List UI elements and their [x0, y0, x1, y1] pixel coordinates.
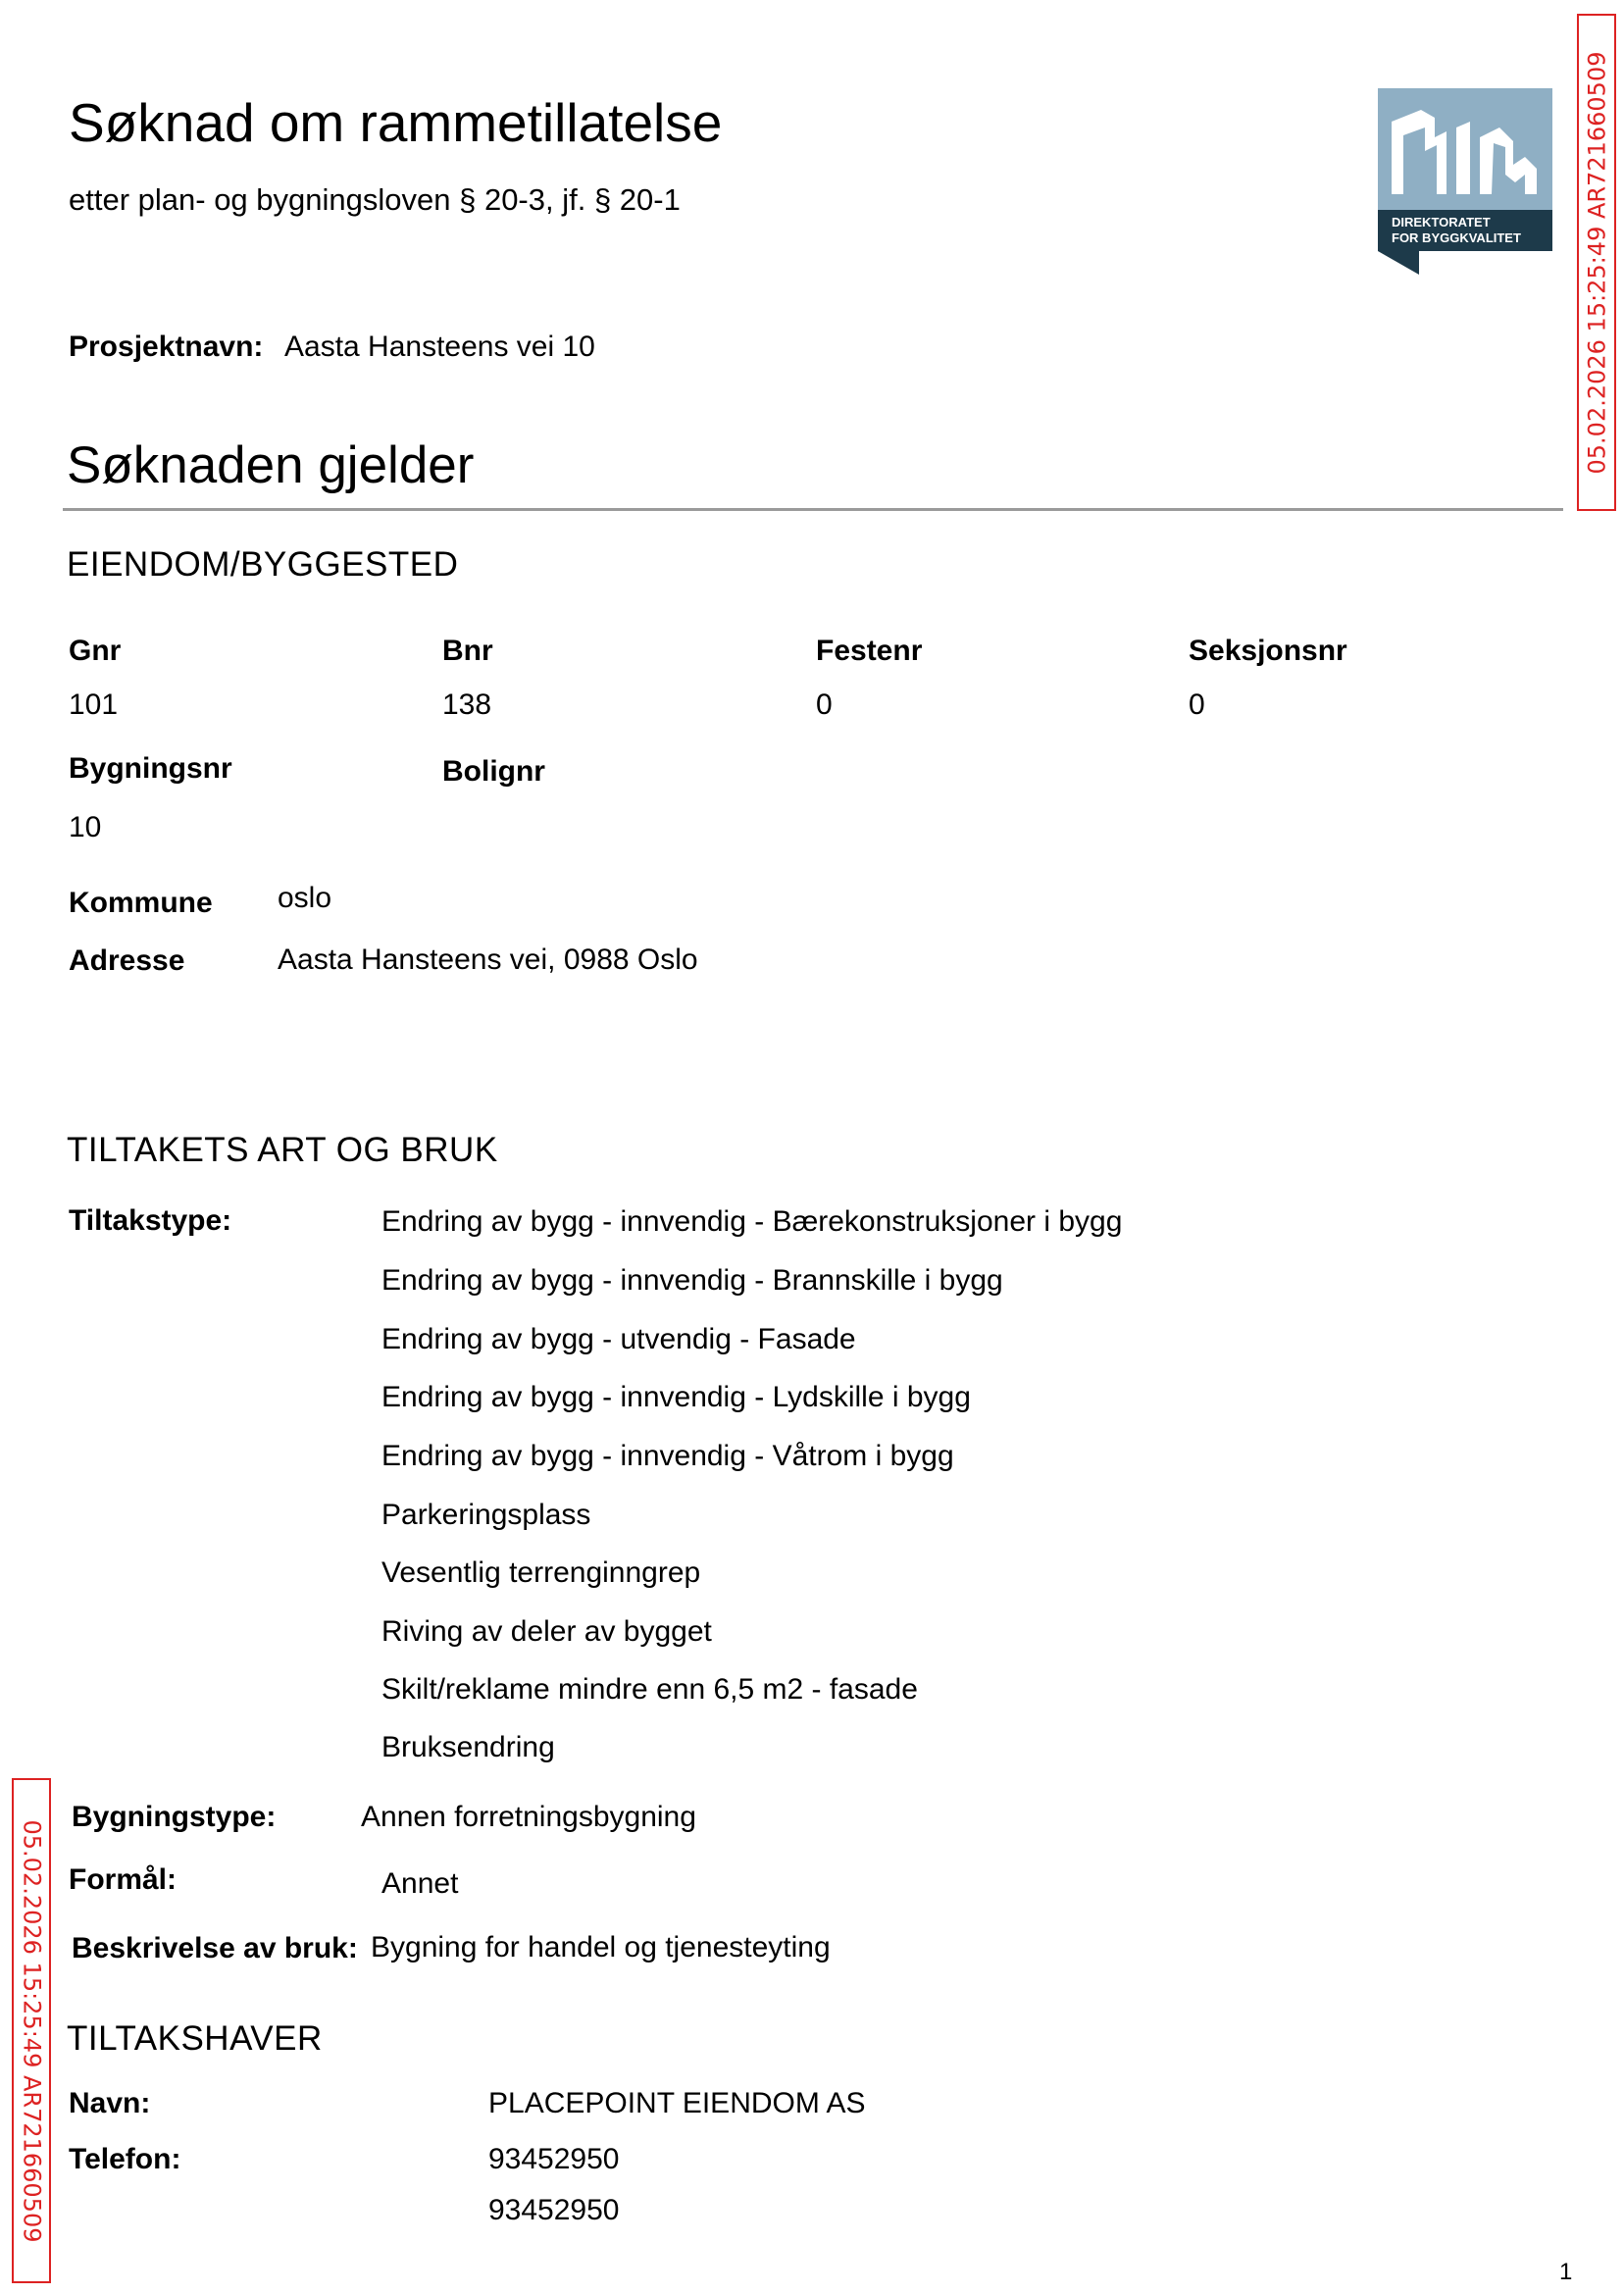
stamp-text-top: 05.02.2026 15:25:49 AR721660509 [1583, 51, 1611, 474]
page-number: 1 [1559, 2259, 1573, 2285]
owner-name-value: PLACEPOINT EIENDOM AS [488, 2087, 866, 2119]
bnr-value: 138 [442, 688, 492, 721]
measure-type-item: Vesentlig terrenginngrep [381, 1556, 701, 1589]
building-type-label: Bygningstype: [72, 1801, 277, 1833]
page-subtitle: etter plan- og bygningsloven § 20-3, jf. § 20-1 [69, 182, 681, 217]
kommune-label: Kommune [69, 887, 213, 919]
measure-type-item: Bruksendring [381, 1731, 555, 1763]
adresse-value: Aasta Hansteens vei, 0988 Oslo [278, 943, 698, 976]
owner-name-label: Navn: [69, 2087, 151, 2119]
measure-type-label: Tiltakstype: [69, 1204, 232, 1237]
building-type-value: Annen forretningsbygning [361, 1801, 696, 1833]
dibk-logo-icon [1378, 88, 1552, 275]
measure-heading: TILTAKETS ART OG BRUK [67, 1131, 498, 1169]
logo-org-line1: DIREKTORATET [1392, 215, 1491, 229]
measure-type-item: Skilt/reklame mindre enn 6,5 m2 - fasade [381, 1673, 918, 1706]
bolignr-label: Bolignr [442, 755, 545, 788]
measure-type-item: Parkeringsplass [381, 1499, 591, 1531]
owner-phone-value: 93452950 [488, 2194, 620, 2226]
project-name-label: Prosjektnavn: [69, 331, 264, 363]
seksjonsnr-value: 0 [1189, 688, 1205, 721]
measure-type-item: Endring av bygg - innvendig - Bærekonstruksjoner i bygg [381, 1205, 1123, 1238]
purpose-label: Formål: [69, 1863, 178, 1896]
bnr-label: Bnr [442, 635, 493, 667]
timestamp-stamp-top [1577, 14, 1616, 511]
gnr-value: 101 [69, 688, 119, 721]
owner-phone-label: Telefon: [69, 2143, 181, 2175]
adresse-label: Adresse [69, 944, 185, 977]
logo-org-line2: FOR BYGGKVALITET [1392, 230, 1521, 245]
seksjonsnr-label: Seksjonsnr [1189, 635, 1347, 667]
stamp-text-bottom: 05.02.2026 15:25:49 AR721660509 [18, 1819, 46, 2242]
measure-type-item: Endring av bygg - innvendig - Lydskille i bygg [381, 1381, 971, 1413]
kommune-value: oslo [278, 882, 332, 914]
festenr-label: Festenr [816, 635, 923, 667]
use-description-label: Beskrivelse av bruk: [72, 1932, 358, 1964]
bygningsnr-label: Bygningsnr [69, 752, 232, 785]
owner-phone-value: 93452950 [488, 2143, 620, 2175]
bygningsnr-value: 10 [69, 811, 102, 843]
festenr-value: 0 [816, 688, 833, 721]
gnr-label: Gnr [69, 635, 122, 667]
measure-type-item: Endring av bygg - innvendig - Våtrom i bygg [381, 1440, 954, 1472]
purpose-value: Annet [381, 1867, 459, 1900]
measure-type-item: Endring av bygg - utvendig - Fasade [381, 1323, 856, 1355]
measure-type-item: Endring av bygg - innvendig - Brannskille i bygg [381, 1264, 1003, 1297]
section-divider [63, 508, 1563, 511]
dibk-logo [1378, 88, 1552, 275]
owner-heading: TILTAKSHAVER [67, 2019, 323, 2058]
project-name-value: Aasta Hansteens vei 10 [284, 331, 595, 363]
property-heading: EIENDOM/BYGGESTED [67, 545, 459, 584]
timestamp-stamp-bottom [12, 1778, 51, 2283]
measure-type-item: Riving av deler av bygget [381, 1615, 712, 1648]
use-description-value: Bygning for handel og tjenesteyting [371, 1931, 831, 1963]
section-heading: Søknaden gjelder [67, 436, 475, 494]
page-title: Søknad om rammetillatelse [69, 92, 723, 153]
